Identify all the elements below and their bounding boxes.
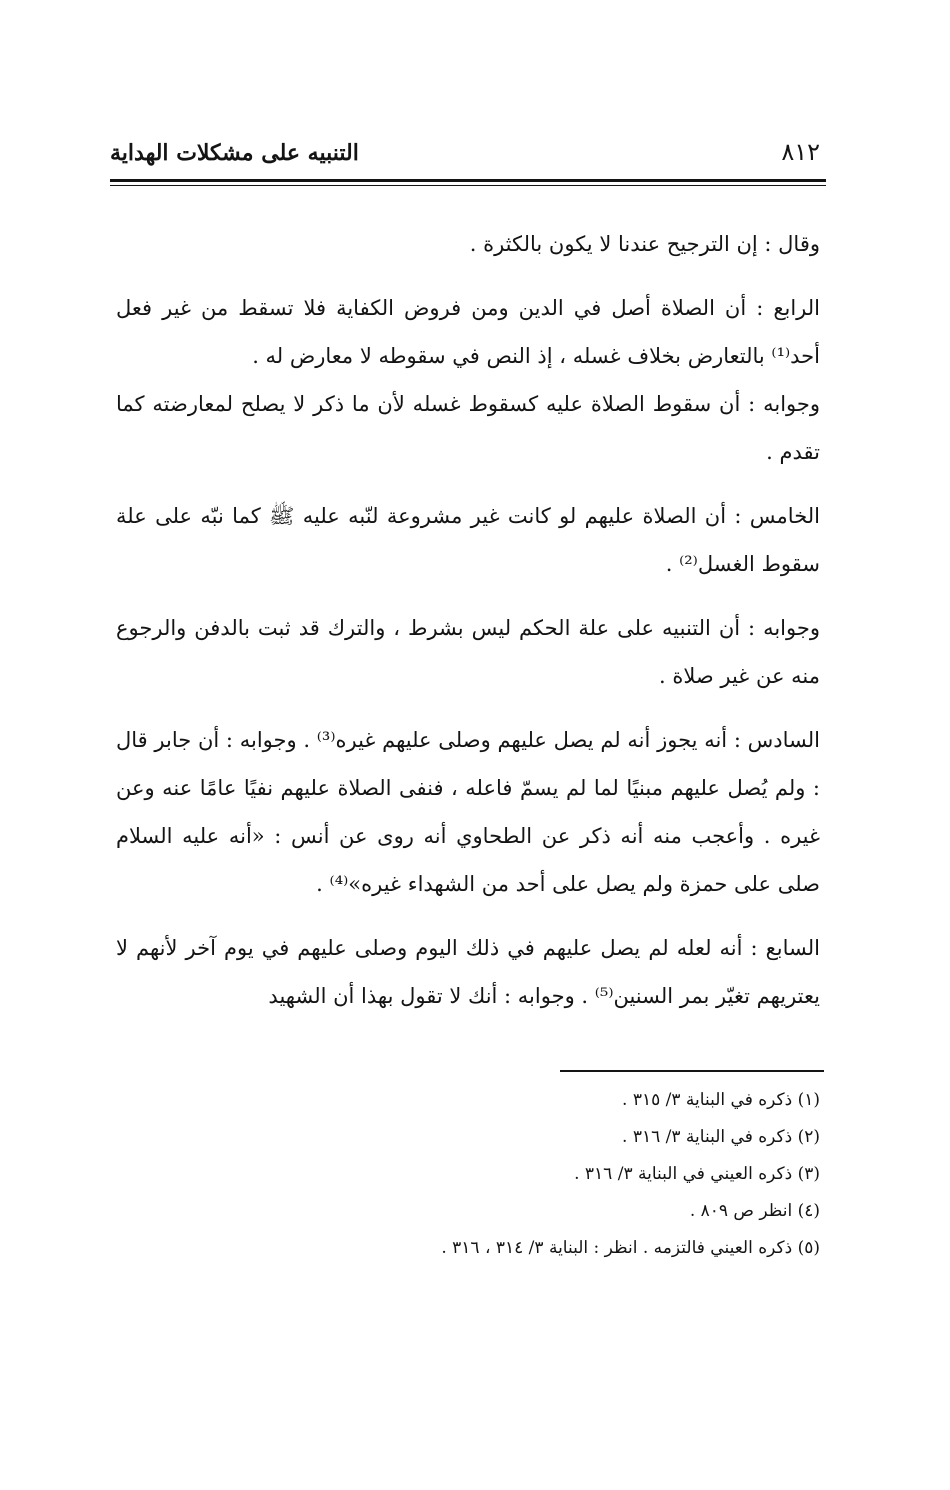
footnote-separator — [560, 1070, 824, 1072]
header-rule-thick — [110, 179, 826, 182]
paragraph-seventh — [116, 924, 820, 1020]
running-header — [110, 138, 826, 178]
footnotes — [300, 1082, 820, 1267]
footnote-item: (٢) ذكره في البناية ٣/ ٣١٦ . — [622, 1127, 820, 1147]
header-rule-thin — [110, 185, 826, 186]
paragraph-text: الخامس : أن الصلاة عليهم لو كانت غير مشروعة لنّبه عليه ﷺ كما نبّه على علة سقوط الغسل⁽²⁾ . — [116, 504, 820, 576]
paragraph-fourth — [116, 284, 820, 476]
main-text — [116, 220, 820, 1036]
paragraph-fifth — [116, 492, 820, 588]
paragraph-fifth-answer — [116, 604, 820, 700]
page-number: ٨١٢ — [781, 138, 820, 166]
footnote-item: (١) ذكره في البناية ٣/ ٣١٥ . — [622, 1090, 820, 1110]
paragraph-opening — [116, 220, 820, 268]
footnote-item: (٤) انظر ص ٨٠٩ . — [689, 1201, 820, 1221]
paragraph-text: الرابع : أن الصلاة أصل في الدين ومن فروض الكفاية فلا تسقط من غير فعل أحد⁽¹⁾ بالتعارض بخلاف غسله ، إذ النص في سقوطه لا معارض له . — [116, 296, 820, 368]
paragraph-text: السابع : أنه لعله لم يصل عليهم في ذلك اليوم وصلى عليهم في يوم آخر لأنهم لا يعتريهم تغيّر بمر السنين⁽⁵⁾ . وجوابه : أنك لا تقول بهذا أن الشهيد — [116, 936, 820, 1008]
paragraph-text: السادس : أنه يجوز أنه لم يصل عليهم وصلى عليهم غيره⁽³⁾ . وجوابه : أن جابر قال : ولم يُصل عليهم مبنيًا لما لم يسمّ فاعله ، فنفى الصلاة عليهم نفيًا عامًا عنه وعن غيره . وأعجب منه أنه ذكر عن الطحاوي أنه روى عن أنس : «أنه عليه السلام صلى على حمزة ولم يصل على أحد من الشهداء غيره»⁽⁴⁾ . — [116, 728, 820, 896]
running-title: التنبيه على مشكلات الهداية — [110, 140, 359, 166]
paragraph-text: وجوابه : أن التنبيه على علة الحكم ليس بشرط ، والترك قد ثبت بالدفن والرجوع منه عن غير صلاة . — [116, 616, 820, 688]
paragraph-sixth — [116, 716, 820, 908]
footnote-item: (٣) ذكره العيني في البناية ٣/ ٣١٦ . — [574, 1164, 820, 1184]
footnote-item: (٥) ذكره العيني فالتزمه . انظر : البناية ٣/ ٣١٤ ، ٣١٦ . — [441, 1238, 820, 1258]
paragraph-text: وقال : إن الترجيح عندنا لا يكون بالكثرة . — [469, 232, 820, 256]
paragraph-text: وجوابه : أن سقوط الصلاة عليه كسقوط غسله لأن ما ذكر لا يصلح لمعارضته كما تقدم . — [116, 392, 820, 464]
